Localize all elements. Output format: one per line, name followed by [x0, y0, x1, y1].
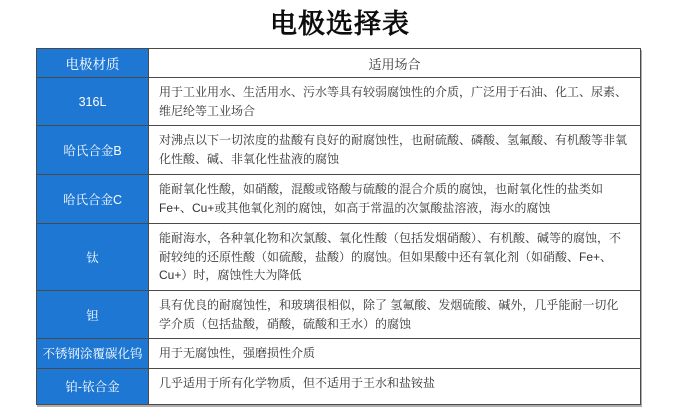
- electrode-selection-table: [36, 48, 641, 405]
- table-row: [37, 126, 641, 175]
- table-row: [37, 224, 641, 291]
- table-header-row: [37, 49, 641, 78]
- material-cell-platinum-iridium: 铂-铱合金: [37, 368, 149, 404]
- material-cell-316l: 316L: [37, 78, 149, 126]
- table-row: [37, 78, 641, 126]
- column-header-usage: 适用场合: [149, 49, 641, 78]
- material-cell-hastelloy-b: 哈氏合金B: [37, 126, 149, 175]
- usage-cell-platinum-iridium: 几乎适用于所有化学物质，但不适用于王水和盐铵盐: [149, 368, 641, 404]
- usage-cell-316l: 用于工业用水、生活用水、污水等具有较弱腐蚀性的介质，广泛用于石油、化工、尿素、维尼纶等工业场合: [149, 78, 641, 126]
- column-header-material: 电极材质: [37, 49, 149, 78]
- material-cell-tungsten-carbide: 不锈钢涂覆碳化钨: [37, 339, 149, 369]
- table-row: [37, 339, 641, 369]
- usage-cell-hastelloy-c: 能耐氧化性酸，如硝酸，混酸或铬酸与硫酸的混合介质的腐蚀，也耐氧化性的盐类如Fe+、Cu+或其他氧化剂的腐蚀，如高于常温的次氯酸盐溶液，海水的腐蚀: [149, 175, 641, 224]
- material-cell-hastelloy-c: 哈氏合金C: [37, 175, 149, 224]
- usage-cell-titanium: 能耐海水，各种氧化物和次氯酸、氧化性酸（包括发烟硝酸）、有机酸、碱等的腐蚀，不耐较纯的还原性酸（如硫酸，盐酸）的腐蚀。但如果酸中还有氧化剂（如硝酸、Fe+、Cu+）时，腐蚀性大为降低: [149, 224, 641, 291]
- table-row: [37, 175, 641, 224]
- table-row: [37, 368, 641, 404]
- table-row: [37, 290, 641, 338]
- usage-cell-hastelloy-b: 对沸点以下一切浓度的盐酸有良好的耐腐蚀性，也耐硫酸、磷酸、氢氟酸、有机酸等非氧化性酸、碱、非氧化性盐液的腐蚀: [149, 126, 641, 175]
- usage-cell-tungsten-carbide: 用于无腐蚀性，强磨损性介质: [149, 339, 641, 369]
- page-title: 电极选择表: [270, 9, 410, 39]
- material-cell-tantalum: 钽: [37, 290, 149, 338]
- usage-cell-tantalum: 具有优良的耐腐蚀性，和玻璃很相似，除了 氢氟酸、发烟硫酸、碱外，几乎能耐一切化学介质（包括盐酸，硝酸，硫酸和王水）的腐蚀: [149, 290, 641, 338]
- material-cell-titanium: 钛: [37, 224, 149, 291]
